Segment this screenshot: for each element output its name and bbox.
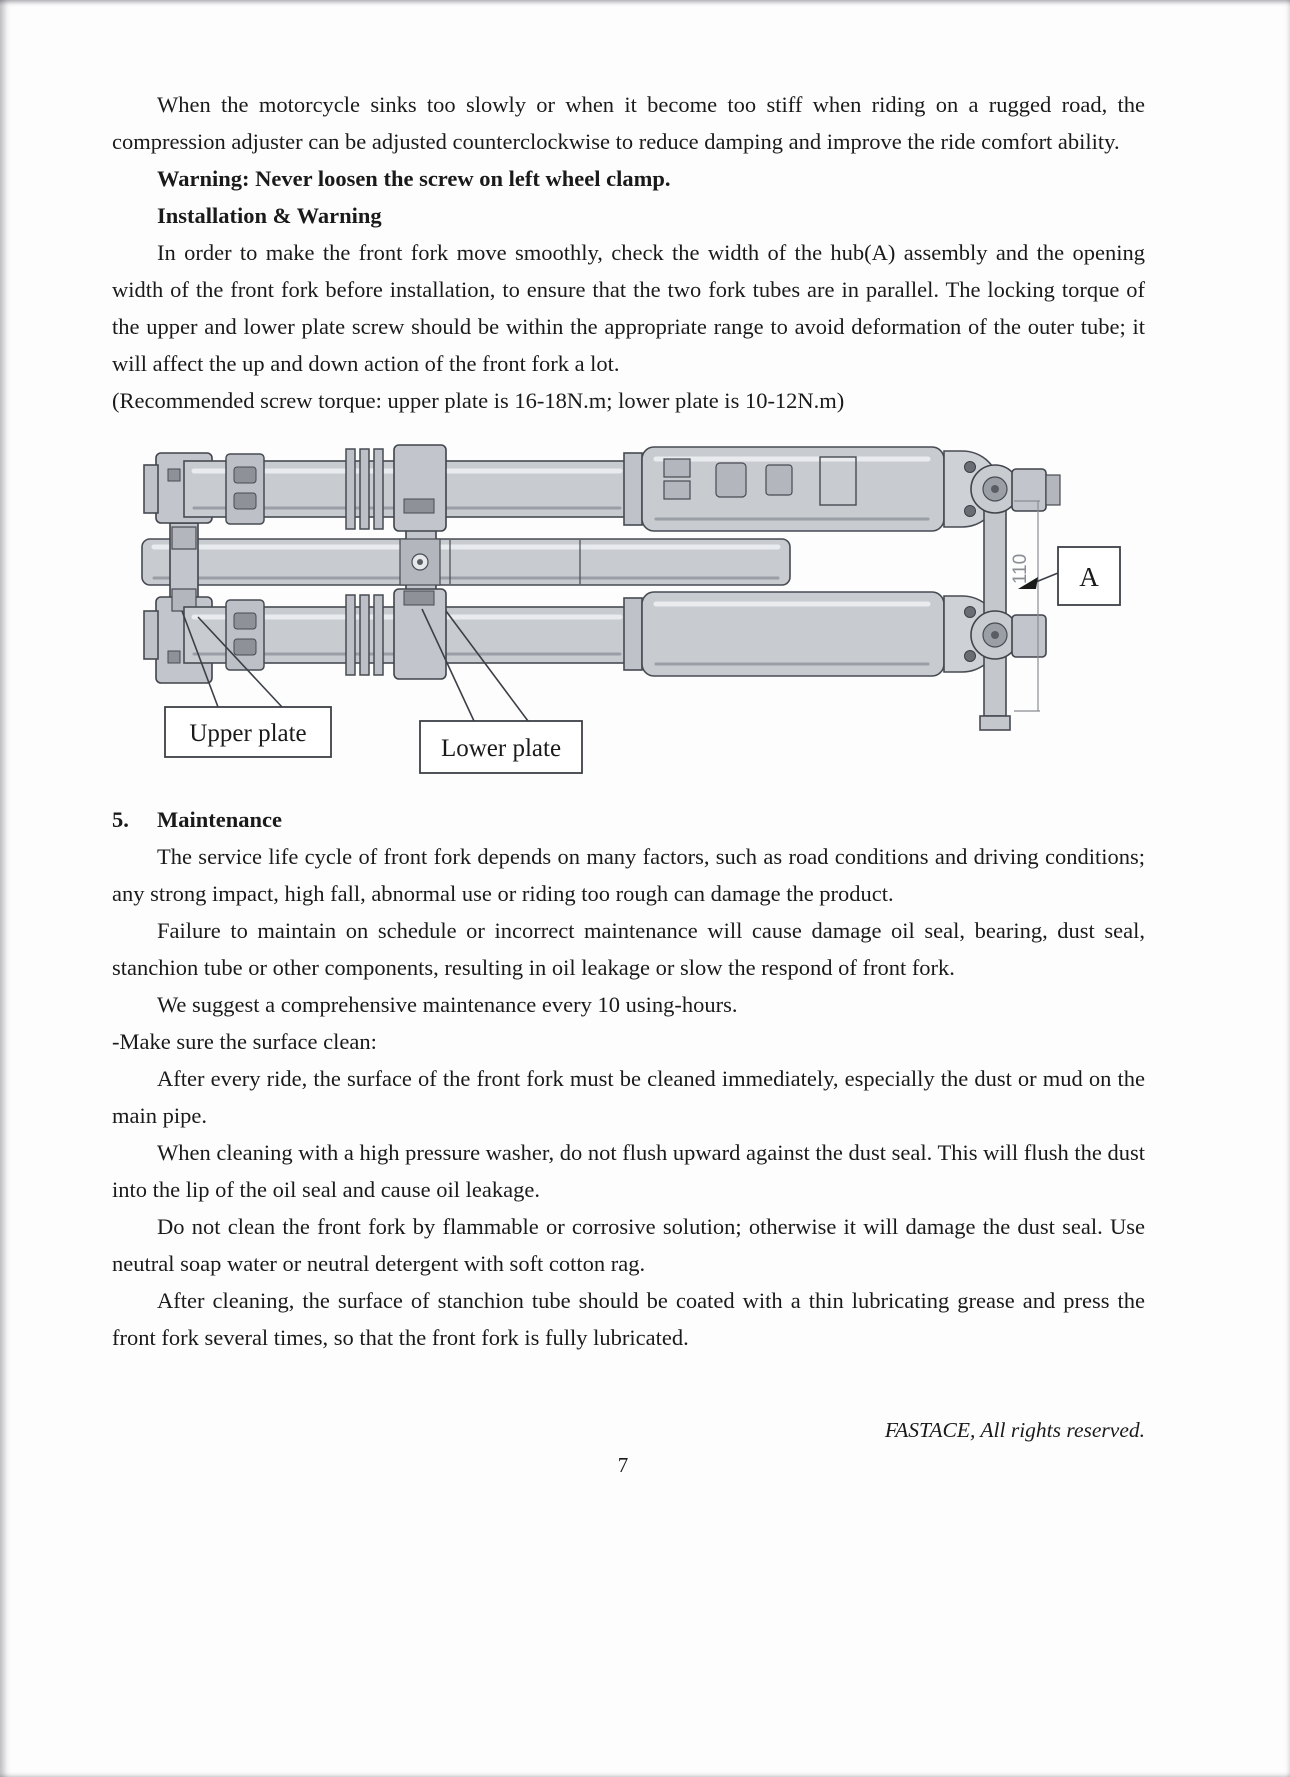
warning-note: Warning: Never loosen the screw on left wheel clamp. xyxy=(157,166,671,191)
section-heading-installation: Installation & Warning xyxy=(157,203,382,228)
para-pressure-washer: When cleaning with a high pressure washer, do not flush upward against the dust seal. This will flush the dust into the lip of the oil seal and cause oil leakage. xyxy=(112,1140,1145,1202)
line-surface-clean: -Make sure the surface clean: xyxy=(112,1029,377,1054)
upper-outer-tube xyxy=(624,447,1000,531)
para-maintenance-interval: We suggest a comprehensive maintenance every 10 using-hours. xyxy=(157,992,738,1017)
section-title: Maintenance xyxy=(157,807,282,832)
para-compression-adjuster: When the motorcycle sinks too slowly or when it become too stiff when riding on a rugged road, the compression adjuster can be adjusted counterclockwise to reduce damping and improve the ride comfort ability. xyxy=(112,92,1145,154)
section-heading-maintenance xyxy=(112,801,1145,838)
para-maintenance-failure: Failure to maintain on schedule or incorrect maintenance will cause damage oil seal, bearing, dust seal, stanchion tube or other components, resulting in oil leakage or slow the respond of front fork. xyxy=(112,918,1145,980)
section-number: 5. xyxy=(112,807,129,832)
para-corrosive-solution: Do not clean the front fork by flammable or corrosive solution; otherwise it will damage the dust seal. Use neutral soap water or neutral detergent with soft cotton rag. xyxy=(112,1214,1145,1276)
front-fork-diagram xyxy=(128,439,1130,779)
para-installation: In order to make the front fork move smoothly, check the width of the hub(A) assembly and the opening width of the front fork before installation, to ensure that the two fork tubes are in parallel. The locking torque of the upper and lower plate screw should be within the appropriate range to avoid deformation of the outer tube; it will affect the up and down action of the front fork a lot. xyxy=(112,240,1145,376)
dimension-110-label: 110 xyxy=(1010,553,1031,585)
upper-plate-label: Upper plate xyxy=(189,720,307,747)
hub-axle-assembly xyxy=(971,465,1060,730)
para-service-life: The service life cycle of front fork depends on many factors, such as road conditions and driving conditions; any strong impact, high fall, abnormal use or riding too rough can damage the product. xyxy=(112,844,1145,906)
torque-note: (Recommended screw torque: upper plate is 16-18N.m; lower plate is 10-12N.m) xyxy=(112,388,845,413)
dimension-110 xyxy=(1010,501,1040,711)
a-label: A xyxy=(1079,562,1099,592)
lower-plate-label: Lower plate xyxy=(440,735,562,762)
para-lubricating-grease: After cleaning, the surface of stanchion tube should be coated with a thin lubricating grease and press the front fork several times, so that the front fork is fully lubricated. xyxy=(112,1288,1145,1350)
copyright-note: FASTACE, All rights reserved. xyxy=(884,1418,1145,1442)
para-after-ride: After every ride, the surface of the front fork must be cleaned immediately, especially the dust or mud on the main pipe. xyxy=(112,1066,1145,1128)
lower-plate-callout xyxy=(420,721,582,773)
steerer-tube xyxy=(142,539,790,585)
lower-outer-tube xyxy=(624,592,1000,676)
front-fork-diagram-svg xyxy=(128,439,1130,779)
upper-plate-callout xyxy=(165,707,331,757)
page-number: 7 xyxy=(617,1453,629,1477)
a-callout xyxy=(1058,547,1120,605)
